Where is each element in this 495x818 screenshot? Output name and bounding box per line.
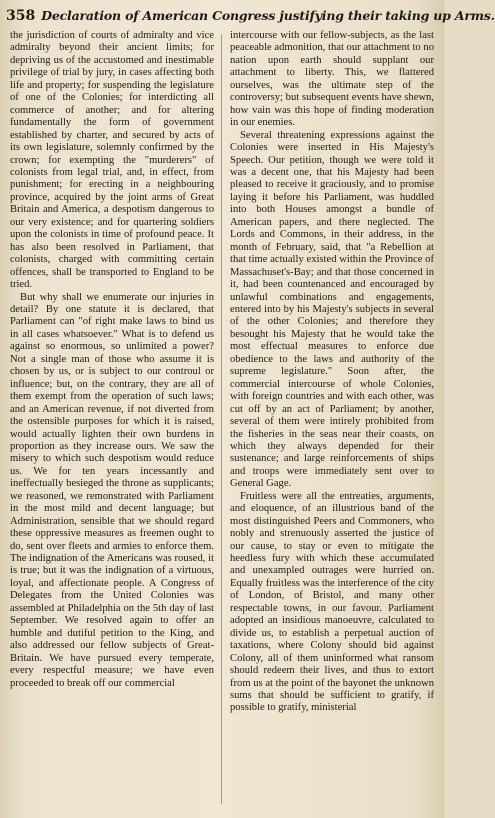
column-divider <box>221 34 222 804</box>
left-column <box>10 30 214 810</box>
running-title: Declaration of American Congress justifying their taking up Arms. <box>41 8 495 23</box>
paragraph: the jurisdiction of courts of admiralty and vice admiralty beyond their ancient limits; for depriving us of the accustomed and inestimable privilege of trial by jury, in cases affecting both life and property; for suspending the legislature of one of the Colonies; for interdicting all commerce of another; and for altering fundamentally the form of government established by charter, and secured by acts of its own legislature, solemnly confirmed by the crown; for exempting the "murderers" of colonists from legal trial, and, in effect, from punishment; for erecting in a neighbouring province, acquired by the joint arms of Great Britain and America, a despotism dangerous to our very existence; and for quartering soldiers upon the colonists in time of profound peace. It has also been resolved in Parliament, that colonists, charged with committing certain offences, shall be transported to England to be tried. <box>10 30 214 291</box>
paragraph: intercourse with our fellow-subjects, as the last peaceable admonition, that our attachment to no nation upon earth should supplant our attachment to liberty. This, we flattered ourselves, was the ultimate step of the controversy; but subsequent events have shewn, how vain was this hope of finding moderation in our enemies. <box>230 30 434 129</box>
text-columns <box>10 30 434 810</box>
paragraph: Fruitless were all the entreaties, arguments, and eloquence, of an illustrious band of the most distinguished Peers and Commoners, who nobly and strenuously asserted the justice of our cause, to stay or even to mitigate the heedless fury with which these accumulated and unexampled outrages were hurried on. Equally fruitless was the interference of the city of London, of Bristol, and many other respectable towns, in our favour. Parliament adopted an insidious manoeuvre, calculated to divide us, to establish a perpetual auction of taxations, where Colony should bid against Colony, all of them uninformed what ransom should redeem their lives, and thus to extort from us at the point of the bayonet the unknown sums that should be sufficient to gratify, if possible to gratify, ministerial <box>230 490 434 714</box>
paragraph: But why shall we enumerate our injuries in detail? By one statute it is declared, that Parliament can "of right make laws to bind us in all cases whatsoever." What is to defend us against so enormous, so unlimited a power? Not a single man of those who assume it is chosen by us, or is subject to our controul or influence; but, on the contrary, they are all of them exempt from the operation of such laws; and an American revenue, if not diverted from the ostensible purposes for which it is raised, would actually lighten their own burdens in proportion as they increase ours. We saw the misery to which such despotism would reduce us. We for ten years incessantly and ineffectually besieged the throne as supplicants; we reasoned, we remonstrated with Parliament in the most mild and decent language; but Administration, sensible that we should regard these oppressive measures as freemen ought to do, sent over fleets and armies to enforce them. The indignation of the Americans was roused, it is true; but it was the indignation of a virtuous, loyal, and affectionate people. A Congress of Delegates from the United Colonies was assembled at Philadelphia on the 5th day of last September. We resolved again to offer an humble and dutiful petition to the King, and also addressed our fellow subjects of Great-Britain. We have pursued every temperate, every respectful measure; we have even proceeded to break off our commercial <box>10 291 214 689</box>
page-header <box>6 8 495 30</box>
right-column <box>228 30 434 810</box>
page-number: 358 <box>6 8 36 24</box>
paragraph: Several threatening expressions against the Colonies were inserted in His Majesty's Speech. Our petition, though we were told it was a decent one, that his Majesty had been pleased to receive it graciously, and to promise laying it before his Parliament, was huddled into both Houses amongst a bundle of American papers, and there neglected. The Lords and Commons, in their address, in the month of February, said, that "a Rebellion at that time actually existed within the Province of Massachuset's-Bay; and that those concerned in it, had been countenanced and encouraged by unlawful combinations and engagements, entered into by his Majesty's subjects in several of the other Colonies; and therefore they besought his Majesty that he would take the most effectual measures to enforce due obedience to the laws and authority of the supreme legislature." Soon after, the commercial intercourse of whole Colonies, with foreign countries and with each other, was cut off by an act of Parliament; by another, several of them were intirely prohibited from the fisheries in the seas near their coasts, on which they always depended for their sustenance; and large reinforcements of ships and troops were immediately sent over to General Gage. <box>230 129 434 490</box>
